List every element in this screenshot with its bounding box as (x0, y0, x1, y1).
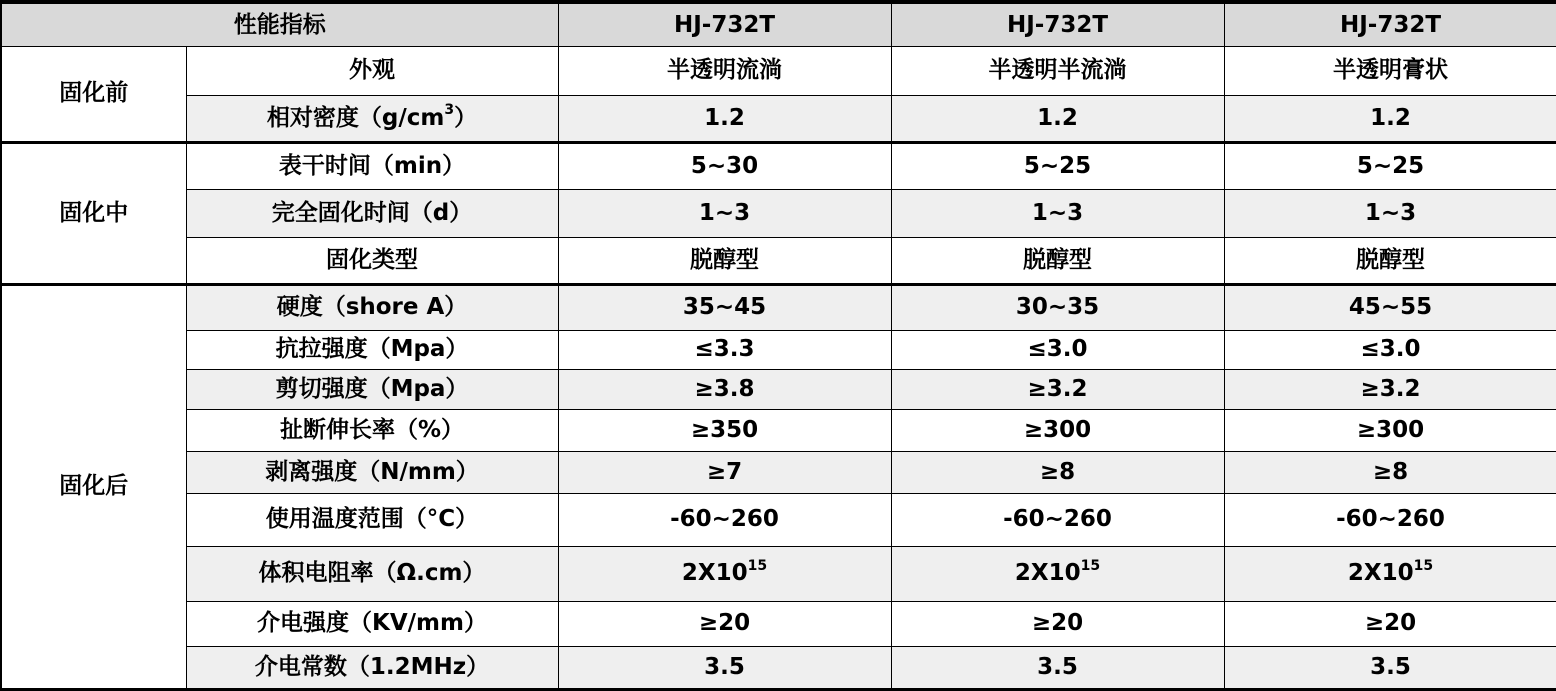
header-product-col-2: HJ-732T (891, 2, 1224, 46)
header-row (1, 2, 1556, 46)
value-cell: 1~3 (1224, 189, 1556, 237)
row-shear-strength (1, 369, 1556, 409)
value-cell: ≥300 (891, 409, 1224, 451)
value-cell: 脱醇型 (558, 237, 891, 284)
value-cell: 45~55 (1224, 284, 1556, 330)
value-cell: -60~260 (1224, 493, 1556, 546)
superscript: 15 (1080, 557, 1101, 574)
value-cell (1224, 546, 1556, 601)
row-label: 抗拉强度（Mpa） (186, 330, 558, 369)
value-cell: ≥7 (558, 451, 891, 493)
value-cell: 3.5 (891, 646, 1224, 689)
value-cell: 3.5 (558, 646, 891, 689)
value-cell: 1~3 (891, 189, 1224, 237)
superscript: 15 (1413, 557, 1434, 574)
row-full-cure-time (1, 189, 1556, 237)
superscript: 15 (747, 557, 768, 574)
value-cell: ≥300 (1224, 409, 1556, 451)
value-cell: 脱醇型 (1224, 237, 1556, 284)
value-cell: -60~260 (558, 493, 891, 546)
row-dielectric-constant (1, 646, 1556, 689)
row-dielectric-strength (1, 601, 1556, 646)
row-tack-free-time (1, 142, 1556, 189)
row-relative-density (1, 95, 1556, 142)
row-peel-strength (1, 451, 1556, 493)
value-cell: 3.5 (1224, 646, 1556, 689)
row-label (186, 95, 558, 142)
value-cell: ≥20 (1224, 601, 1556, 646)
value-cell: ≥3.2 (1224, 369, 1556, 409)
row-volume-resistivity (1, 546, 1556, 601)
value-cell: ≥8 (891, 451, 1224, 493)
group-cell-during-curing: 固化中 (1, 142, 186, 284)
row-label: 剥离强度（N/mm） (186, 451, 558, 493)
value-cell: ≥350 (558, 409, 891, 451)
row-label: 体积电阻率（Ω.cm） (186, 546, 558, 601)
header-product-col-1: HJ-732T (558, 2, 891, 46)
row-hardness (1, 284, 1556, 330)
group-cell-before-curing: 固化前 (1, 46, 186, 142)
group-cell-after-curing: 固化后 (1, 284, 186, 689)
row-elongation (1, 409, 1556, 451)
value-text: 2X10 (681, 560, 748, 587)
label-text: ） (454, 104, 478, 131)
value-cell: ≤3.0 (891, 330, 1224, 369)
value-cell: 半透明半流淌 (891, 46, 1224, 95)
superscript: 3 (444, 102, 455, 119)
row-cure-type (1, 237, 1556, 284)
value-cell: 1.2 (558, 95, 891, 142)
value-cell: ≥8 (1224, 451, 1556, 493)
value-cell: 5~25 (1224, 142, 1556, 189)
value-cell: 1~3 (558, 189, 891, 237)
value-cell (558, 546, 891, 601)
row-label: 介电强度（KV/mm） (186, 601, 558, 646)
value-cell: 5~30 (558, 142, 891, 189)
row-label: 硬度（shore A） (186, 284, 558, 330)
value-cell: ≤3.3 (558, 330, 891, 369)
value-cell: 半透明膏状 (1224, 46, 1556, 95)
value-cell: 半透明流淌 (558, 46, 891, 95)
label-text: 相对密度（g/cm (266, 104, 445, 131)
value-cell: 1.2 (1224, 95, 1556, 142)
value-cell: -60~260 (891, 493, 1224, 546)
row-label: 介电常数（1.2MHz） (186, 646, 558, 689)
row-label: 固化类型 (186, 237, 558, 284)
value-cell: 1.2 (891, 95, 1224, 142)
row-service-temperature (1, 493, 1556, 546)
value-cell: ≥3.2 (891, 369, 1224, 409)
value-cell: ≥20 (558, 601, 891, 646)
value-cell: ≥20 (891, 601, 1224, 646)
row-label: 剪切强度（Mpa） (186, 369, 558, 409)
row-label: 外观 (186, 46, 558, 95)
value-cell: ≥3.8 (558, 369, 891, 409)
header-spec-label: 性能指标 (1, 2, 558, 46)
header-product-col-3: HJ-732T (1224, 2, 1556, 46)
row-label: 表干时间（min） (186, 142, 558, 189)
row-label: 使用温度范围（°C） (186, 493, 558, 546)
value-cell (891, 546, 1224, 601)
value-cell: ≤3.0 (1224, 330, 1556, 369)
value-text: 2X10 (1347, 560, 1414, 587)
value-cell: 30~35 (891, 284, 1224, 330)
value-cell: 35~45 (558, 284, 891, 330)
row-label: 扯断伸长率（%） (186, 409, 558, 451)
value-text: 2X10 (1014, 560, 1081, 587)
value-cell: 5~25 (891, 142, 1224, 189)
value-cell: 脱醇型 (891, 237, 1224, 284)
row-appearance (1, 46, 1556, 95)
row-label: 完全固化时间（d） (186, 189, 558, 237)
row-tensile-strength (1, 330, 1556, 369)
